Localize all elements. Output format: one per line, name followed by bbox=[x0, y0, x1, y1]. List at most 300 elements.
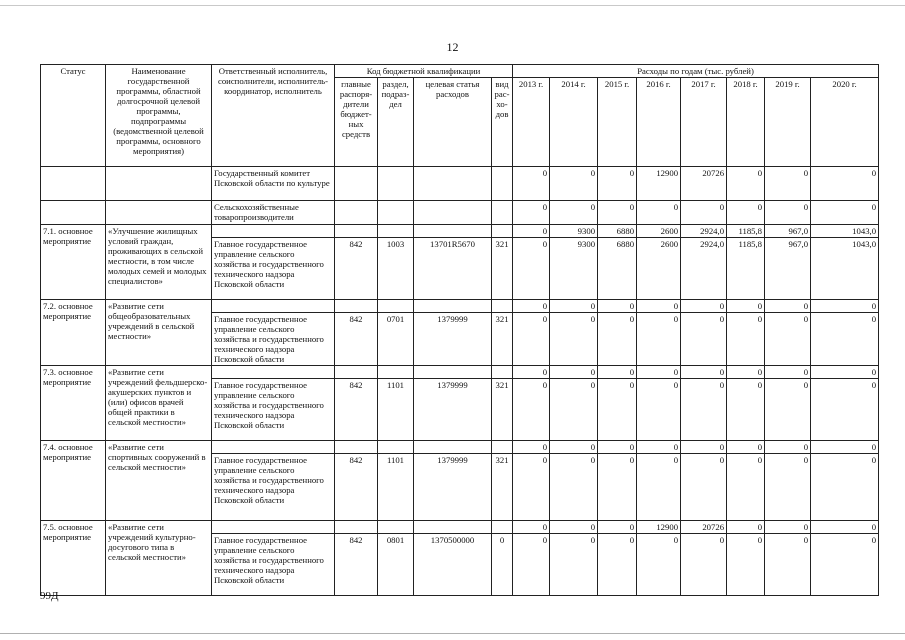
year-total-line bbox=[681, 366, 726, 379]
activity-section: 0701 bbox=[386, 314, 405, 324]
year-split bbox=[598, 441, 636, 466]
type-total-line bbox=[492, 300, 512, 313]
year-total-value: 0 bbox=[598, 366, 636, 379]
type-split bbox=[492, 366, 512, 391]
year-total-value: 0 bbox=[550, 441, 597, 454]
year-split bbox=[727, 521, 764, 546]
header-budget-code: Код бюджетной квалификации bbox=[335, 65, 513, 78]
year-detail-line bbox=[598, 313, 636, 326]
year-detail-value: 1185,8 bbox=[738, 239, 763, 249]
section-total-line bbox=[378, 225, 413, 238]
year-detail-value: 0 bbox=[871, 380, 877, 390]
year-split bbox=[681, 300, 726, 325]
executor-total-line bbox=[212, 441, 334, 454]
activity-year-cell bbox=[550, 441, 598, 521]
activity-type: 321 bbox=[495, 314, 509, 324]
year-detail-value: 0 bbox=[673, 535, 679, 545]
section-split bbox=[378, 441, 413, 466]
year-detail-value: 0 bbox=[871, 314, 877, 324]
year-detail-line bbox=[765, 379, 810, 392]
status-cell bbox=[41, 201, 106, 225]
article-split bbox=[414, 441, 491, 466]
header-row-1 bbox=[41, 65, 879, 78]
year-split bbox=[681, 225, 726, 250]
activity-article: 1370500000 bbox=[430, 535, 475, 545]
grbs-total-blank bbox=[335, 441, 377, 454]
year-split bbox=[598, 366, 636, 391]
year-split bbox=[550, 521, 597, 546]
year-total-value: 0 bbox=[727, 521, 764, 534]
year-total-value: 967,0 bbox=[765, 225, 810, 238]
activity-year-cell bbox=[727, 441, 765, 521]
header-year-2020: 2020 г. bbox=[811, 78, 879, 167]
activity-year-cell bbox=[811, 441, 879, 521]
year-split bbox=[811, 300, 878, 325]
activity-year-cell bbox=[598, 300, 637, 366]
activity-type-cell bbox=[492, 366, 513, 441]
year-total-value: 0 bbox=[550, 366, 597, 379]
year-total-line bbox=[598, 366, 636, 379]
year-value-cell: 0 bbox=[513, 167, 550, 201]
grbs-split bbox=[335, 521, 377, 546]
article-total-line bbox=[414, 366, 491, 379]
activity-year-cell bbox=[727, 366, 765, 441]
grbs-total-line bbox=[335, 225, 377, 238]
article-detail-line bbox=[414, 379, 491, 392]
year-value-cell: 0 bbox=[727, 167, 765, 201]
year-detail-value: 0 bbox=[803, 314, 809, 324]
type-split bbox=[492, 521, 512, 546]
year-total-line bbox=[681, 225, 726, 238]
activity-year-cell bbox=[550, 521, 598, 596]
activity-year-cell bbox=[811, 225, 879, 300]
grbs-total-line bbox=[335, 521, 377, 534]
year-detail-value: 0 bbox=[673, 455, 679, 465]
activity-section-cell bbox=[378, 441, 414, 521]
article-total-blank bbox=[414, 300, 491, 313]
header-executor: Ответственный исполнитель, соисполнители, исполнитель-координатор, исполнитель bbox=[212, 65, 335, 167]
year-detail-value: 0 bbox=[803, 535, 809, 545]
year-detail-line bbox=[811, 534, 878, 547]
year-total-line bbox=[811, 300, 878, 313]
section-total-line bbox=[378, 300, 413, 313]
activity-name: «Развитие сети учреждений фельдшерско-акушерских пунктов и (или) офисов врачей общей практики в сельской местности» bbox=[106, 366, 212, 441]
activity-type: 0 bbox=[499, 535, 505, 545]
year-detail-line bbox=[765, 454, 810, 467]
year-detail-line bbox=[727, 313, 764, 326]
type-total-blank bbox=[492, 441, 512, 454]
activity-grbs-cell bbox=[335, 441, 378, 521]
header-year-2017: 2017 г. bbox=[681, 78, 727, 167]
year-detail-line bbox=[598, 379, 636, 392]
year-total-line bbox=[598, 225, 636, 238]
executor-split bbox=[212, 441, 334, 506]
year-split bbox=[765, 441, 810, 466]
section-split bbox=[378, 366, 413, 391]
activity-year-cell bbox=[681, 225, 727, 300]
activity-article: 1379999 bbox=[437, 314, 468, 324]
activity-year-cell bbox=[550, 300, 598, 366]
year-total-value: 12900 bbox=[637, 521, 680, 534]
year-total-value: 0 bbox=[598, 441, 636, 454]
activity-executor: Главное государственное управление сельского хозяйства и государственного технического надзора Псковской области bbox=[214, 535, 324, 585]
year-total-line bbox=[513, 366, 549, 379]
year-split bbox=[598, 300, 636, 325]
year-total-value: 0 bbox=[727, 366, 764, 379]
year-detail-value: 0 bbox=[673, 314, 679, 324]
year-total-line bbox=[765, 300, 810, 313]
grbs-total-blank bbox=[335, 300, 377, 313]
year-split bbox=[637, 300, 680, 325]
year-detail-line bbox=[681, 454, 726, 467]
activity-grbs-cell bbox=[335, 366, 378, 441]
year-split bbox=[811, 225, 878, 250]
year-detail-line bbox=[550, 379, 597, 392]
activity-year-cell bbox=[598, 366, 637, 441]
year-value-cell: 0 bbox=[765, 167, 811, 201]
year-total-value: 0 bbox=[637, 366, 680, 379]
type-total-line bbox=[492, 366, 512, 379]
year-detail-line bbox=[550, 534, 597, 547]
year-split bbox=[727, 441, 764, 466]
header-name: Наименование государственной программы, областной долгосрочной целевой программы, подпрограммы (ведомственной целевой программы, основного мероприятия) bbox=[106, 65, 212, 167]
activity-grbs: 842 bbox=[349, 535, 363, 545]
activity-year-cell bbox=[598, 521, 637, 596]
activity-year-cell bbox=[727, 521, 765, 596]
grbs-split bbox=[335, 441, 377, 466]
year-total-line bbox=[765, 521, 810, 534]
year-total-value: 0 bbox=[637, 441, 680, 454]
activity-article-cell bbox=[414, 521, 492, 596]
year-detail-value: 2600 bbox=[660, 239, 679, 249]
scan-edge-top bbox=[0, 5, 905, 6]
year-total-value: 0 bbox=[681, 366, 726, 379]
executor-total-blank bbox=[212, 300, 334, 313]
year-detail-line bbox=[727, 454, 764, 467]
activity-year-cell bbox=[513, 521, 550, 596]
activity-section: 0801 bbox=[386, 535, 405, 545]
year-total-value: 1043,0 bbox=[811, 225, 878, 238]
activity-year-cell bbox=[598, 441, 637, 521]
article-detail-line bbox=[414, 313, 491, 326]
activity-article: 1379999 bbox=[437, 455, 468, 465]
year-total-line bbox=[513, 225, 549, 238]
executor-split bbox=[212, 225, 334, 290]
header-year-2018: 2018 г. bbox=[727, 78, 765, 167]
year-detail-line bbox=[598, 454, 636, 467]
grbs-split bbox=[335, 366, 377, 391]
year-total-value: 0 bbox=[811, 441, 878, 454]
year-total-value: 2924,0 bbox=[681, 225, 726, 238]
year-total-value: 0 bbox=[811, 300, 878, 313]
year-total-line bbox=[681, 441, 726, 454]
year-detail-line bbox=[727, 379, 764, 392]
section-split bbox=[378, 521, 413, 546]
activity-year-cell bbox=[550, 366, 598, 441]
grbs-detail-line bbox=[335, 238, 377, 251]
year-total-value: 0 bbox=[765, 366, 810, 379]
section-total-blank bbox=[378, 441, 413, 454]
activity-grbs: 842 bbox=[349, 314, 363, 324]
year-total-line bbox=[727, 521, 764, 534]
activity-section: 1003 bbox=[386, 239, 405, 249]
year-total-value: 0 bbox=[727, 441, 764, 454]
year-detail-value: 0 bbox=[590, 455, 596, 465]
section-detail-line bbox=[378, 534, 413, 547]
type-detail-line bbox=[492, 313, 512, 326]
year-value-cell: 20726 bbox=[681, 167, 727, 201]
activity-year-cell bbox=[681, 521, 727, 596]
year-split bbox=[637, 366, 680, 391]
activity-grbs-cell bbox=[335, 521, 378, 596]
year-total-value: 0 bbox=[550, 521, 597, 534]
year-total-line bbox=[727, 225, 764, 238]
year-split bbox=[513, 225, 549, 250]
year-split bbox=[811, 521, 878, 546]
grbs-detail-line bbox=[335, 454, 377, 467]
year-total-line bbox=[727, 441, 764, 454]
header-year-2015: 2015 г. bbox=[598, 78, 637, 167]
year-detail-line bbox=[681, 238, 726, 251]
activity-year-cell bbox=[727, 225, 765, 300]
year-split bbox=[727, 225, 764, 250]
section-detail-line bbox=[378, 238, 413, 251]
year-total-line bbox=[811, 225, 878, 238]
section-cell bbox=[378, 167, 414, 201]
executor-total-blank bbox=[212, 441, 334, 454]
year-value-cell: 0 bbox=[727, 201, 765, 225]
year-total-value: 9300 bbox=[550, 225, 597, 238]
executor-total-blank bbox=[212, 521, 334, 534]
activity-article-cell bbox=[414, 366, 492, 441]
activity-section-cell bbox=[378, 225, 414, 300]
year-detail-line bbox=[811, 454, 878, 467]
status-cell bbox=[41, 167, 106, 201]
activity-article-cell bbox=[414, 300, 492, 366]
article-cell bbox=[414, 201, 492, 225]
section-split bbox=[378, 300, 413, 325]
activity-year-cell bbox=[550, 225, 598, 300]
article-total-blank bbox=[414, 441, 491, 454]
activity-article-cell bbox=[414, 441, 492, 521]
activity-article: 13701R5670 bbox=[430, 239, 475, 249]
year-detail-line bbox=[513, 379, 549, 392]
year-total-line bbox=[637, 521, 680, 534]
type-detail-line bbox=[492, 238, 512, 251]
year-total-value: 0 bbox=[513, 225, 549, 238]
year-detail-value: 0 bbox=[629, 535, 635, 545]
section-total-blank bbox=[378, 521, 413, 534]
activity-status: 7.5. основное мероприятие bbox=[41, 521, 106, 596]
year-split bbox=[811, 441, 878, 466]
activity-status: 7.3. основное мероприятие bbox=[41, 366, 106, 441]
year-detail-value: 0 bbox=[590, 314, 596, 324]
type-total-blank bbox=[492, 225, 512, 238]
grbs-total-line bbox=[335, 441, 377, 454]
year-total-value: 0 bbox=[637, 300, 680, 313]
activity-section-cell bbox=[378, 366, 414, 441]
year-detail-value: 1043,0 bbox=[852, 239, 877, 249]
article-split bbox=[414, 366, 491, 391]
activity-year-cell bbox=[681, 441, 727, 521]
year-split bbox=[765, 366, 810, 391]
section-split bbox=[378, 225, 413, 250]
activity-row bbox=[41, 521, 879, 596]
activity-year-cell bbox=[765, 225, 811, 300]
year-detail-line bbox=[681, 313, 726, 326]
year-total-line bbox=[598, 441, 636, 454]
year-detail-value: 0 bbox=[629, 455, 635, 465]
year-total-value: 1185,8 bbox=[727, 225, 764, 238]
year-detail-line bbox=[637, 313, 680, 326]
activity-grbs-cell bbox=[335, 300, 378, 366]
budget-table-body bbox=[41, 167, 879, 596]
section-total-blank bbox=[378, 225, 413, 238]
activity-article-cell bbox=[414, 225, 492, 300]
section-total-blank bbox=[378, 300, 413, 313]
year-value-cell: 0 bbox=[598, 167, 637, 201]
year-detail-line bbox=[765, 238, 810, 251]
type-total-line bbox=[492, 225, 512, 238]
year-split bbox=[637, 521, 680, 546]
year-total-line bbox=[513, 441, 549, 454]
activity-year-cell bbox=[637, 225, 681, 300]
executor-cell: Государственный комитет Псковской области по культуре bbox=[212, 167, 335, 201]
year-detail-value: 0 bbox=[871, 455, 877, 465]
year-total-value: 0 bbox=[681, 441, 726, 454]
year-detail-line bbox=[513, 313, 549, 326]
year-total-value: 0 bbox=[765, 300, 810, 313]
year-detail-value: 0 bbox=[757, 535, 763, 545]
year-split bbox=[727, 300, 764, 325]
executor-total-blank bbox=[212, 225, 334, 238]
year-detail-value: 0 bbox=[542, 239, 548, 249]
grbs-split bbox=[335, 300, 377, 325]
year-total-value: 0 bbox=[513, 441, 549, 454]
year-split bbox=[598, 225, 636, 250]
activity-status: 7.4. основное мероприятие bbox=[41, 441, 106, 521]
activity-year-cell bbox=[681, 300, 727, 366]
year-total-line bbox=[681, 300, 726, 313]
year-detail-value: 0 bbox=[629, 380, 635, 390]
type-total-line bbox=[492, 521, 512, 534]
executor-total-line bbox=[212, 521, 334, 534]
year-total-line bbox=[637, 225, 680, 238]
executor-detail-line bbox=[212, 313, 334, 366]
activity-year-cell bbox=[598, 225, 637, 300]
year-total-value: 0 bbox=[811, 521, 878, 534]
year-detail-value: 0 bbox=[757, 455, 763, 465]
year-total-value: 0 bbox=[681, 300, 726, 313]
executor-detail-line bbox=[212, 454, 334, 507]
activity-section-cell bbox=[378, 300, 414, 366]
year-total-value: 0 bbox=[765, 441, 810, 454]
grbs-total-blank bbox=[335, 521, 377, 534]
year-detail-value: 0 bbox=[719, 314, 725, 324]
year-total-line bbox=[598, 521, 636, 534]
section-total-line bbox=[378, 521, 413, 534]
article-split bbox=[414, 300, 491, 325]
budget-table bbox=[40, 64, 879, 596]
year-total-value: 0 bbox=[727, 300, 764, 313]
type-split bbox=[492, 441, 512, 466]
year-total-line bbox=[637, 300, 680, 313]
year-detail-value: 0 bbox=[673, 380, 679, 390]
article-total-line bbox=[414, 521, 491, 534]
continuation-row bbox=[41, 201, 879, 225]
activity-executor-cell bbox=[212, 441, 335, 521]
grbs-detail-line bbox=[335, 379, 377, 392]
year-split bbox=[513, 366, 549, 391]
activity-section: 1101 bbox=[386, 455, 405, 465]
activity-year-cell bbox=[765, 521, 811, 596]
page-number: 12 bbox=[446, 40, 459, 54]
article-total-line bbox=[414, 300, 491, 313]
year-total-line bbox=[765, 366, 810, 379]
name-cell bbox=[106, 167, 212, 201]
activity-grbs: 842 bbox=[349, 380, 363, 390]
article-detail-line bbox=[414, 238, 491, 251]
activity-row bbox=[41, 300, 879, 366]
activity-name: «Развитие сети спортивных сооружений в сельской местности» bbox=[106, 441, 212, 521]
article-split bbox=[414, 521, 491, 546]
year-total-line bbox=[811, 441, 878, 454]
year-total-value: 0 bbox=[765, 521, 810, 534]
year-total-value: 0 bbox=[513, 366, 549, 379]
year-value-cell: 0 bbox=[598, 201, 637, 225]
year-detail-value: 0 bbox=[871, 535, 877, 545]
grbs-total-line bbox=[335, 300, 377, 313]
activity-type-cell bbox=[492, 441, 513, 521]
year-split bbox=[765, 521, 810, 546]
activity-executor: Главное государственное управление сельского хозяйства и государственного технического надзора Псковской области bbox=[214, 314, 324, 364]
activity-year-cell bbox=[637, 300, 681, 366]
year-total-line bbox=[765, 441, 810, 454]
activity-year-cell bbox=[637, 441, 681, 521]
year-total-value: 6880 bbox=[598, 225, 636, 238]
activity-executor: Главное государственное управление сельского хозяйства и государственного технического надзора Псковской области bbox=[214, 239, 324, 289]
activity-executor: Главное государственное управление сельского хозяйства и государственного технического надзора Псковской области bbox=[214, 455, 324, 505]
year-detail-value: 9300 bbox=[577, 239, 596, 249]
header-target-article: целевая статья расходов bbox=[414, 78, 492, 167]
activity-year-cell bbox=[637, 521, 681, 596]
grbs-cell bbox=[335, 201, 378, 225]
header-year-2016: 2016 г. bbox=[637, 78, 681, 167]
header-main-manager: главные распоря-дители бюджет-ных средств bbox=[335, 78, 378, 167]
year-value-cell: 0 bbox=[681, 201, 727, 225]
year-detail-value: 0 bbox=[542, 380, 548, 390]
year-detail-line bbox=[811, 313, 878, 326]
year-value-cell: 0 bbox=[811, 167, 879, 201]
article-total-blank bbox=[414, 521, 491, 534]
activity-year-cell bbox=[765, 300, 811, 366]
year-total-value: 2600 bbox=[637, 225, 680, 238]
activity-grbs-cell bbox=[335, 225, 378, 300]
header-status: Статус bbox=[41, 65, 106, 167]
year-total-line bbox=[550, 366, 597, 379]
year-total-line bbox=[598, 300, 636, 313]
header-section: раздел, подраз-дел bbox=[378, 78, 414, 167]
header-year-2014: 2014 г. bbox=[550, 78, 598, 167]
year-total-line bbox=[513, 521, 549, 534]
activity-row bbox=[41, 366, 879, 441]
activity-type: 321 bbox=[495, 239, 509, 249]
year-split bbox=[513, 441, 549, 466]
executor-total-line bbox=[212, 225, 334, 238]
year-total-value: 0 bbox=[598, 521, 636, 534]
year-split bbox=[550, 300, 597, 325]
year-total-line bbox=[550, 521, 597, 534]
